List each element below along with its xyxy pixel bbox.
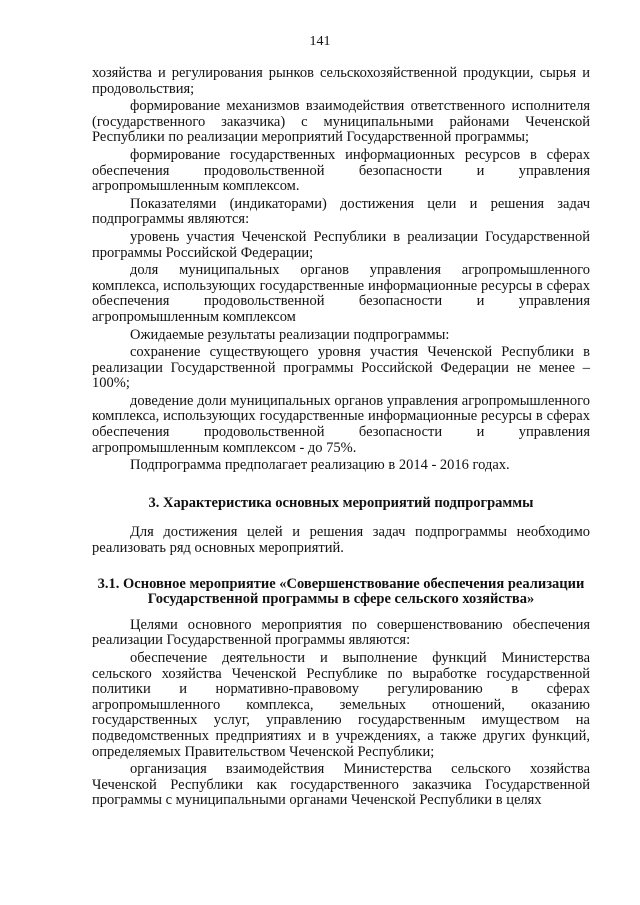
paragraph: хозяйства и регулирования рынков сельскохозяйственной продукции, сырья и продовольствия;	[92, 65, 590, 97]
paragraph: обеспечение деятельности и выполнение функций Министерства сельского хозяйства Чеченской Республике по выработке государственной политики и нормативно-правовому регулированию в сферах агропромышленного комплекса, земельных отношений, оказанию государственных услуг, управлению государственным имуществом на подведомственных предприятиях и в учреждениях, а также других функций, определяемых Правительством Чеченской Республики;	[92, 650, 590, 760]
paragraph: организация взаимодействия Министерства сельского хозяйства Чеченской Республики как государственного заказчика Государственной программы с муниципальными органами Чеченской Республики в целях	[92, 761, 590, 809]
paragraph: Подпрограмма предполагает реализацию в 2014 - 2016 годах.	[130, 457, 510, 474]
page-number: 141	[309, 34, 331, 49]
paragraph: доведение доли муниципальных органов управления агропромышленного комплекса, использующих государственные информационные ресурсы в сферах обеспечения продовольственной безопасности и управления агропромышленным комплексом - до 75%.	[92, 392, 590, 456]
subsection-heading: 3.1. Основное мероприятие «Совершенствование обеспечения реализации Государственной программы в сфере сельского хозяйства»	[97, 575, 585, 608]
paragraph: формирование государственных информационных ресурсов в сферах обеспечения продовольственной безопасности и управления агропромышленным комплексом.	[92, 146, 590, 195]
paragraph: Целями основного мероприятия по совершенствованию обеспечения реализации Государственной программы являются:	[92, 616, 590, 649]
paragraph: сохранение существующего уровня участия Чеченской Республики в реализации Государственной программы Российской Федерации не менее – 100%;	[92, 344, 590, 392]
paragraph: уровень участия Чеченской Республики в реализации Государственной программы Российской Федерации;	[92, 228, 590, 261]
paragraph: доля муниципальных органов управления агропромышленного комплекса, использующих государственные информационные ресурсы в сферах обеспечения продовольственной безопасности и управления агропромышленным комплексом	[92, 262, 590, 325]
paragraph: Ожидаемые результаты реализации подпрограммы:	[130, 326, 450, 343]
paragraph: Показателями (индикаторами) достижения цели и решения задач подпрограммы являются:	[92, 195, 590, 228]
section-intro: Для достижения целей и решения задач подпрограммы необходимо реализовать ряд основных мероприятий.	[92, 524, 590, 557]
section-heading: 3. Характеристика основных мероприятий подпрограммы	[148, 494, 534, 511]
paragraph: формирование механизмов взаимодействия ответственного исполнителя (государственного заказчика) с муниципальными районами Чеченской Республики по реализации мероприятий Государственной программы;	[92, 98, 590, 146]
document-body	[92, 66, 590, 811]
